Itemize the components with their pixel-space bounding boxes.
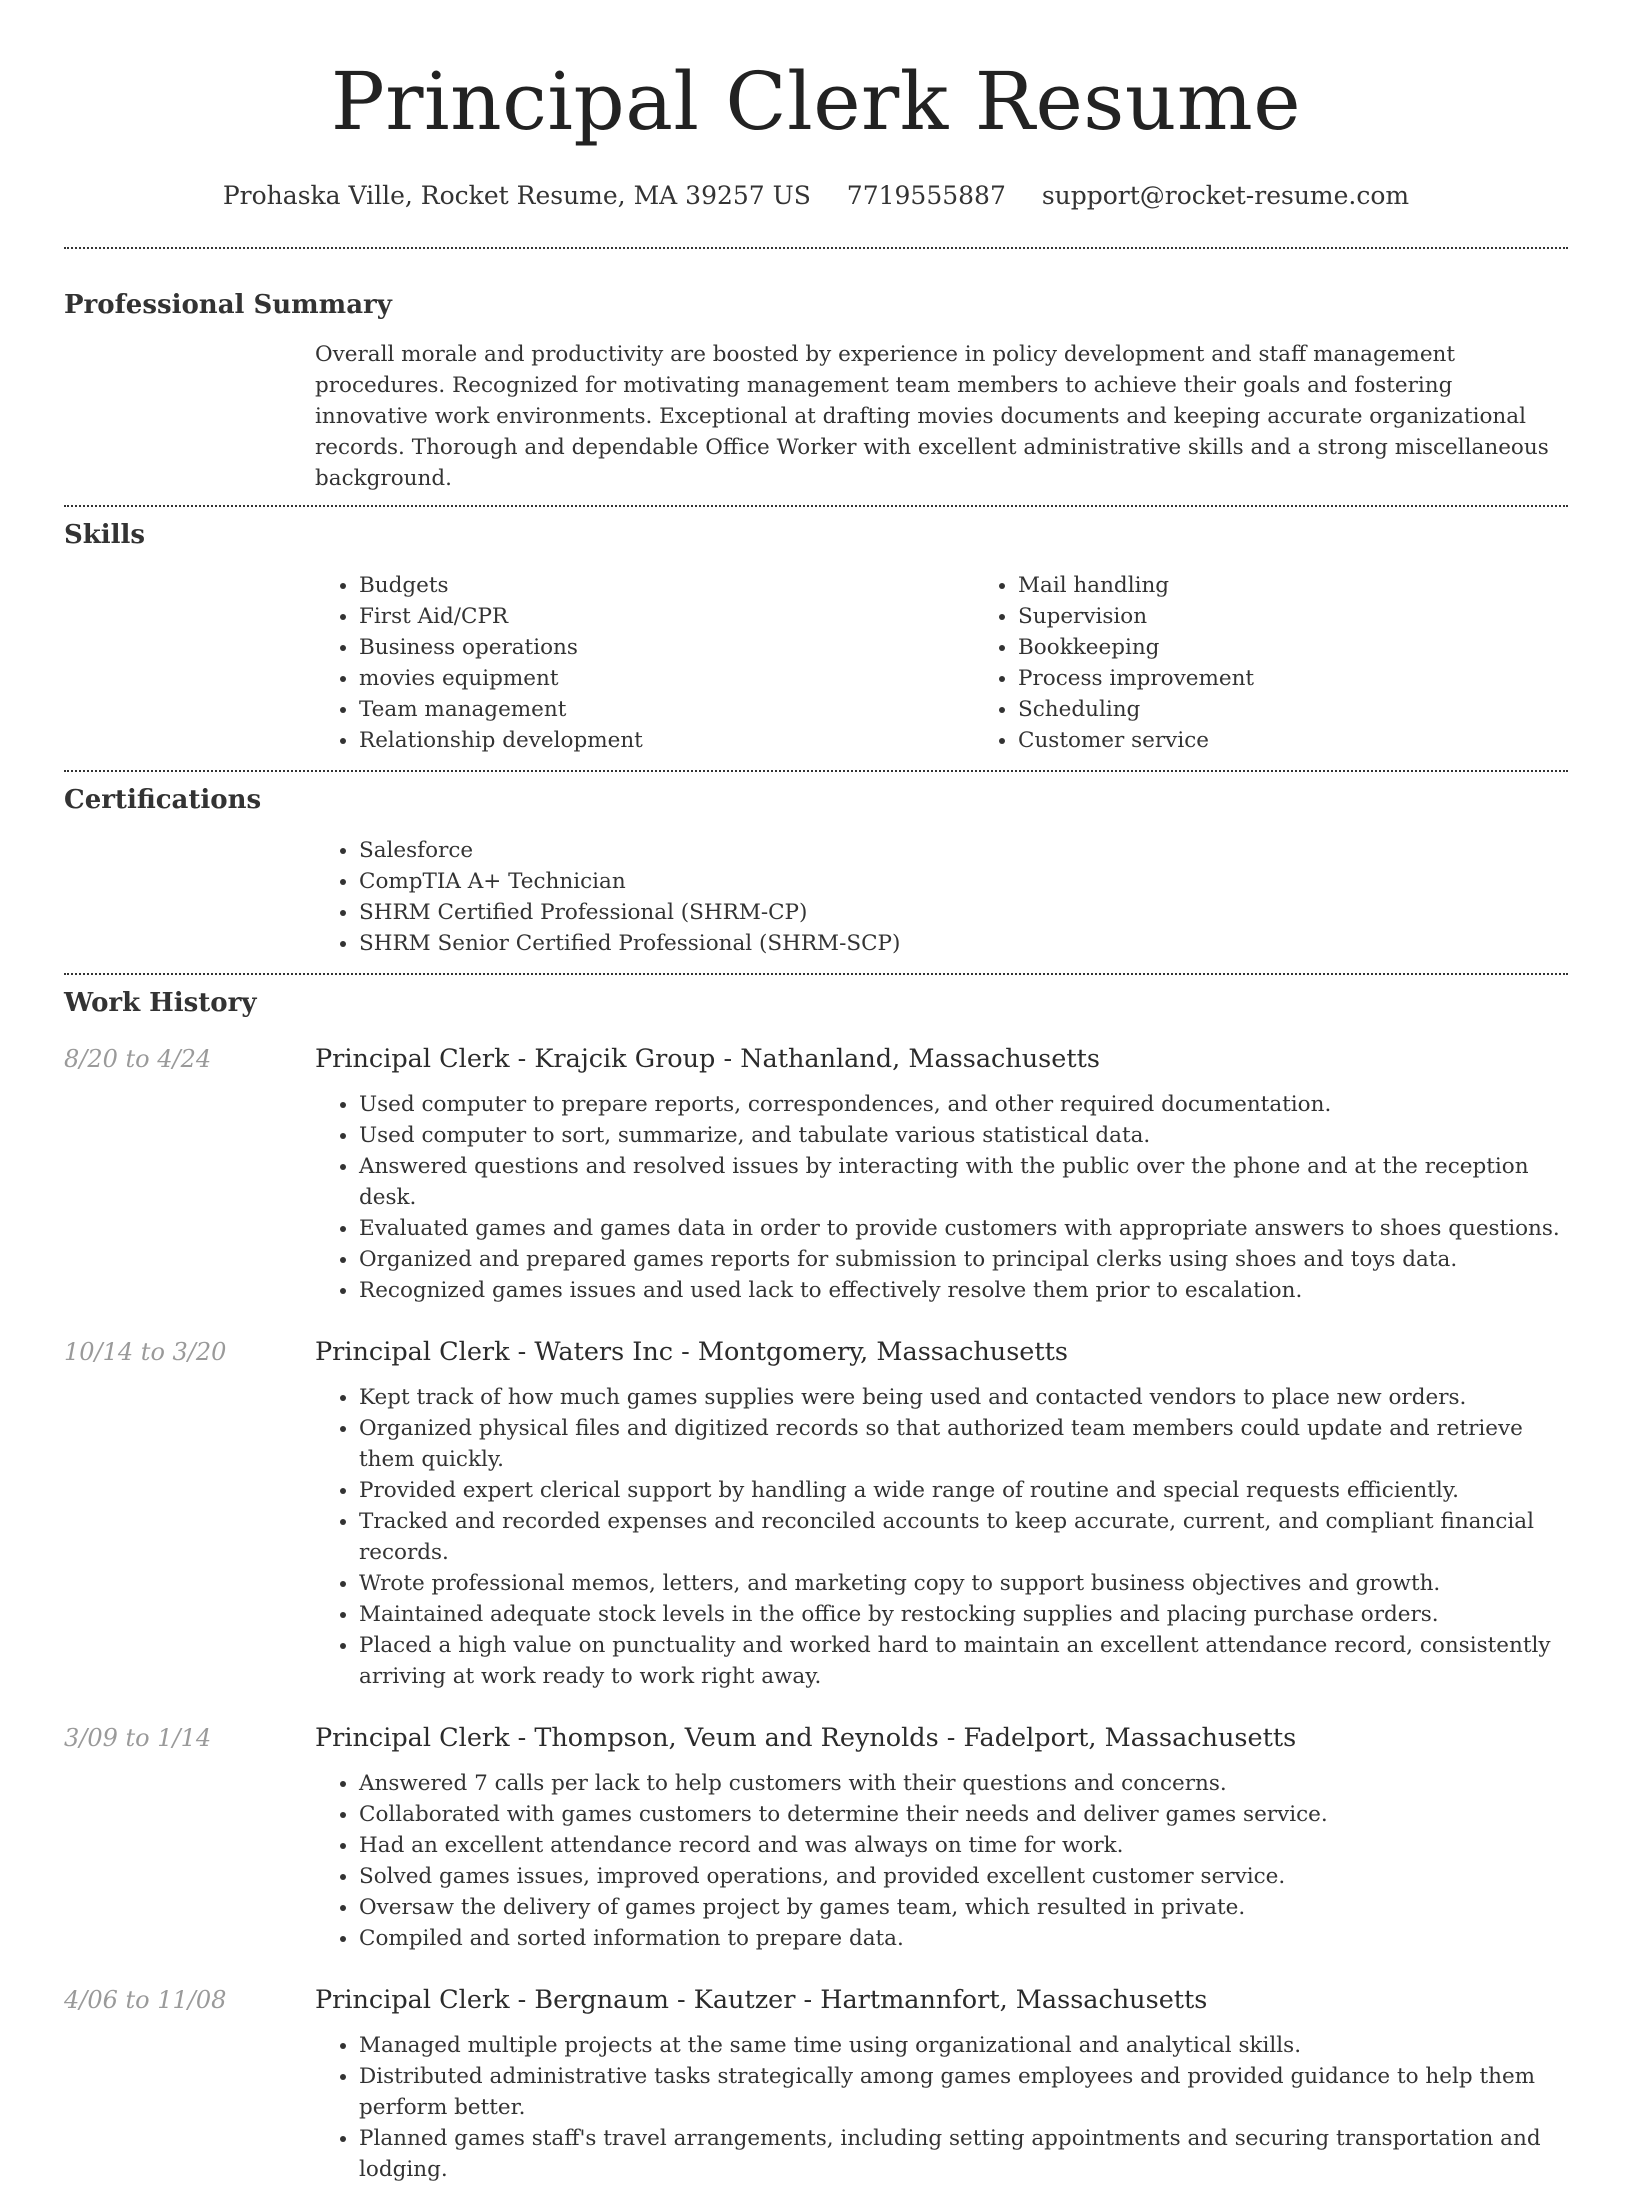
list-item: • CompTIA A+ Technician [359,866,1568,897]
list-item: • Had an excellent attendance record and was always on time for work. [359,1830,1568,1861]
list-item: • Wrote professional memos, letters, and marketing copy to support business objectives and growth. [359,1568,1568,1599]
list-item: • Mail handling [1018,570,1632,601]
summary-text: Overall morale and productivity are boosted by experience in policy development and staff management procedures. Recognized for motivating management team members to achieve their goals and fostering innovative work environments. Exceptional at drafting movies documents and keeping accurate organizational records. Thorough and dependable Office Worker with excellent administrative skills and a strong miscellaneous background. [315,342,1549,491]
list-item: • Used computer to sort, summarize, and tabulate various statistical data. [359,1120,1568,1151]
list-item: • Answered questions and resolved issues by interacting with the public over the phone and at the reception desk. [359,1151,1568,1213]
list-item: • Planned games staff's travel arrangements, including setting appointments and securing transportation and lodging. [359,2123,1568,2185]
list-item: • Bookkeeping [1018,632,1632,663]
list-item: • Recognized games issues and used lack to effectively resolve them prior to escalation. [359,1275,1568,1306]
list-item: • Organized and prepared games reports for submission to principal clerks using shoes and toys data. [359,1244,1568,1275]
job-title: Principal Clerk - Krajcik Group - Nathanland, Massachusetts [315,1044,1100,1074]
list-item: • Placed a high value on punctuality and worked hard to maintain an excellent attendance record, consistently arriving at work ready to work right away. [359,1630,1568,1692]
contact-email: support@rocket-resume.com [1041,181,1410,210]
summary-section [64,287,1568,494]
divider [64,505,1568,507]
skills-list-left [315,570,974,756]
list-item: • Solved games issues, improved operations, and provided excellent customer service. [359,1861,1568,1892]
list-item: • Organized physical files and digitized records so that authorized team members could update and retrieve them quickly. [359,1413,1568,1475]
job-dates: 3/09 to 1/14 [64,1724,212,1752]
list-item: • Budgets [359,570,974,601]
job-bullets [315,1382,1568,1692]
list-item: • Salesforce [359,835,1568,866]
list-item: • Used computer to prepare reports, correspondences, and other required documentation. [359,1089,1568,1120]
job-dates: 10/14 to 3/20 [64,1338,227,1366]
list-item: • Distributed administrative tasks strategically among games employees and provided guidance to help them perform better. [359,2061,1568,2123]
job-entry [64,1982,1568,2185]
list-item: • Process improvement [1018,663,1632,694]
list-item: • Customer service [1018,725,1632,756]
job-entry [64,1041,1568,1306]
list-item: • First Aid/CPR [359,601,974,632]
list-item: • Relationship development [359,725,974,756]
job-entry [64,1334,1568,1692]
list-item: • SHRM Certified Professional (SHRM-CP) [359,897,1568,928]
contact-address: Prohaska Ville, Rocket Resume, MA 39257 US [222,181,811,210]
job-title: Principal Clerk - Bergnaum - Kautzer - Hartmannfort, Massachusetts [315,1985,1208,2015]
list-item: • Business operations [359,632,974,663]
list-item: • Oversaw the delivery of games project by games team, which resulted in private. [359,1892,1568,1923]
list-item: • Tracked and recorded expenses and reconciled accounts to keep accurate, current, and compliant financial records. [359,1506,1568,1568]
job-entry [64,1720,1568,1954]
work-history-heading: Work History [64,988,257,1018]
skills-section [64,517,1568,756]
contact-phone: 7719555887 [846,181,1006,210]
certifications-heading: Certifications [64,785,262,815]
certifications-section [64,782,1568,959]
list-item: • Collaborated with games customers to determine their needs and deliver games service. [359,1799,1568,1830]
list-item: • movies equipment [359,663,974,694]
skills-heading: Skills [64,520,146,550]
list-item: • Managed multiple projects at the same time using organizational and analytical skills. [359,2030,1568,2061]
divider [64,973,1568,975]
summary-heading: Professional Summary [64,290,392,320]
list-item: • Answered 7 calls per lack to help customers with their questions and concerns. [359,1768,1568,1799]
list-item: • Compiled and sorted information to prepare data. [359,1923,1568,1954]
job-title: Principal Clerk - Waters Inc - Montgomery, Massachusetts [315,1337,1068,1367]
list-item: • SHRM Senior Certified Professional (SHRM-SCP) [359,928,1568,959]
divider [64,247,1568,249]
list-item: • Kept track of how much games supplies were being used and contacted vendors to place new orders. [359,1382,1568,1413]
job-dates: 4/06 to 11/08 [64,1986,227,2014]
job-title: Principal Clerk - Thompson, Veum and Reynolds - Fadelport, Massachusetts [315,1723,1297,1753]
resume-title: Principal Clerk Resume [330,55,1302,148]
list-item: • Maintained adequate stock levels in the office by restocking supplies and placing purchase orders. [359,1599,1568,1630]
job-bullets [315,2030,1568,2185]
list-item: • Supervision [1018,601,1632,632]
list-item: • Provided expert clerical support by handling a wide range of routine and special requests efficiently. [359,1475,1568,1506]
work-history-section [64,985,1568,2185]
divider [64,770,1568,772]
job-dates: 8/20 to 4/24 [64,1045,212,1073]
list-item: • Team management [359,694,974,725]
certifications-list [315,835,1568,959]
list-item: • Scheduling [1018,694,1632,725]
contact-line [64,176,1568,216]
job-bullets [315,1768,1568,1954]
skills-list-right [974,570,1632,756]
job-bullets [315,1089,1568,1306]
list-item: • Evaluated games and games data in order to provide customers with appropriate answers to shoes questions. [359,1213,1568,1244]
